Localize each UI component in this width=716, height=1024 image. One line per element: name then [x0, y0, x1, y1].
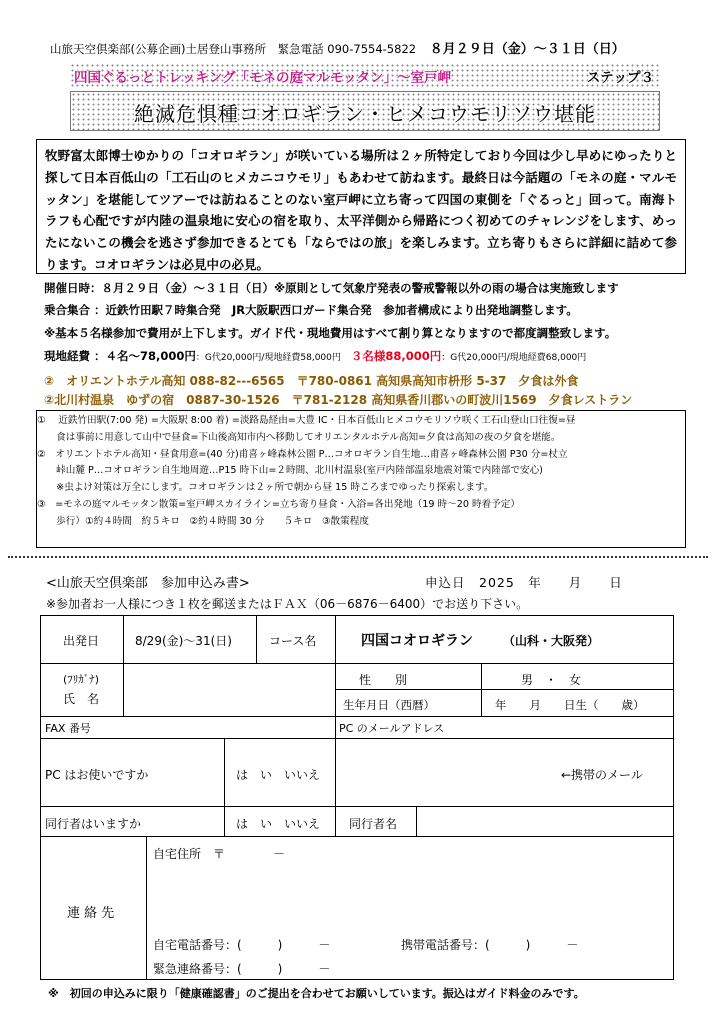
intro-text: 牧野富太郎博士ゆかりの「コオロギラン」が咲いている場所は２ヶ所特定しており今回は少し早めにゆったりと探して日本百低山の「工石山のヒメカニコウモリ」もあわせて訪ねます。最終日は今話題の「モネの庭・マルモッタン」を堪能してツアーでは訪ねることのない室戸岬に立ち寄って四国の東側を「ぐるっと」回って。南海トラフも心配ですが内陸の温泉地に安心の宿を取り、太平洋側から帰路につく初めてのチャレンジをします、めったにないこの機会を逃さず参加できるとても「ならではの旅」を楽しみます。立ち寄りもさらに詳細に詰めて参ります。コオロギランは必見中の必見。 [36, 139, 686, 274]
mobile-phone-field[interactable]: 携帯電話番号：( ) － [401, 938, 579, 952]
itinerary-line: 峠山麓 P…コオロギラン自生地周遊…P15 時下山=２時間、北川村温泉(室戸内陸部温泉地震対策で内陸部で安心) [37, 465, 543, 477]
tour-subtitle: 絶滅危惧種コオロギラン・ヒメコウモリソウ堪能 [134, 102, 596, 126]
pc-question: PC はお使いですか [45, 768, 149, 782]
step-label: ステップ３ [586, 70, 654, 86]
itinerary-line: ※虫よけ対策は万全にします。コオロギランは２ヶ所で朝から昼 15 時ころまでゆったり探索します。 [37, 482, 494, 494]
title-banner [70, 63, 660, 89]
depart-value: 8/29(金)～31(日) [135, 634, 232, 648]
cost-3: ３名様88,000円 [350, 349, 442, 363]
application-date: 申込日 2025 年 月 日 [425, 575, 623, 590]
header-line [50, 38, 625, 57]
depart-label: 出発日 [63, 634, 100, 648]
fax-field[interactable] [101, 720, 331, 736]
basis-note: ※基本５名様参加で費用が上下します。ガイド代・現地費用はすべて割り算となりますので都度調整致します。 [44, 326, 617, 340]
pc-yes-no[interactable]: は い いいえ [236, 768, 321, 782]
itinerary-line: 食は事前に用意して山中で昼食=下山後高知市内へ移動してオリエンタルホテル高知=夕食は高知の夜の夕食を堪能。 [37, 431, 561, 443]
itinerary-line: ③ =モネの庭マルモッタン散策=室戸岬スカイライン=立ち寄り昼食・入浴=各出発地（19 時～20 時着予定） [37, 498, 520, 510]
course-origin: （山科・大阪発） [503, 634, 600, 648]
birth-field[interactable]: 年 月 日生（ 歳） [495, 698, 645, 712]
cost-4-note: ：G代20,000円/現地経費58,000円 [195, 353, 341, 363]
name-field[interactable] [127, 666, 332, 714]
home-phone-field[interactable]: 自宅電話番号：( ) － [153, 938, 331, 952]
cost-line [44, 348, 586, 364]
cost-3-note: ：G代20,000円/現地経費68,000円 [441, 353, 587, 363]
companion-name-label: 同行者名 [349, 817, 398, 831]
companion-yes-no[interactable]: は い いいえ [236, 817, 321, 831]
itinerary-line: 歩行）①約４時間 約５キロ ②約４時間 30 分 ５キロ ③散策程度 [37, 515, 369, 527]
itinerary-line: ② オリエントホテル高知・昼食用意=(40 分)甫喜ヶ峰森林公園 P…コオロギラン自生地…甫喜ヶ峰森林公園 P30 分=杖立 [37, 448, 568, 460]
itinerary-line: ① 近鉄竹田駅(7:00 発) =大阪駅 8:00 着) =淡路島経由=大豊 IC・日本百低山ヒメコウモリソウ咲く工石山登山口往復=昼 [37, 415, 576, 426]
course-label: コース名 [269, 634, 317, 648]
course-value: 四国コオロギラン [361, 633, 473, 649]
meeting-line: 乗合集合 ：近鉄竹田駅７時集合発 JR大阪駅西口ガード集合発 参加者構成により出発地調整します。 [44, 303, 578, 317]
emergency-phone-field[interactable]: 緊急連絡番号：( ) － [153, 962, 331, 976]
cost-4: 現地経費 ：４名～78,000円 [44, 349, 196, 363]
pc-mail-label: PC のメールアドレス [339, 722, 445, 735]
address-field[interactable]: 自宅住所 〒 － [153, 847, 286, 861]
hotel-1: ② オリエントホテル高知 088-82---6565 〒780-0861 高知県高知市枡形 5-37 夕食は外食 [44, 374, 579, 388]
contact-label: 連 絡 先 [67, 906, 115, 921]
application-note: ※参加者お一人様につき１枚を郵送またはＦＡＸ（06－6876－6400）でお送り下さい。 [46, 597, 529, 611]
companion-question: 同行者はいますか [45, 817, 142, 831]
fax-label: FAX 番号 [45, 722, 91, 735]
gender-label: 性 別 [359, 673, 408, 687]
companion-name-field[interactable] [421, 809, 671, 833]
furigana-label: (ﾌﾘｶﾞﾅ) [63, 673, 100, 686]
cut-line-divider [8, 556, 708, 558]
emergency-phone: 緊急電話 090-7554-5822 [277, 42, 417, 56]
application-form [40, 615, 674, 980]
pc-mail-field[interactable] [471, 720, 671, 736]
footer-note: ※ 初回の申込みに限り「健康確認書」のご提出を合わせてお願いしています。振込はガイド料金のみです。 [48, 987, 585, 1000]
tour-title: 四国ぐるっとトレッキング「モネの庭マルモッタン」～室戸岬 [74, 70, 452, 86]
hotel-2: ②北川村温泉 ゆずの宿 0887-30-1526 〒781-2128 高知県香川郡いの町波川1569 夕食レストラン [44, 393, 633, 407]
itinerary-box [36, 410, 686, 548]
birth-label: 生年月日（西暦） [343, 698, 435, 712]
subtitle-banner [70, 91, 660, 131]
mobile-mail-note: ←携帯のメール [561, 768, 643, 782]
application-heading: <山旅天空倶楽部 参加申込み書> [46, 576, 250, 591]
gender-select[interactable]: 男 ・ 女 [521, 673, 582, 687]
organizer: 山旅天空倶楽部(公募企画)土居登山事務所 [50, 42, 266, 56]
name-label: 氏 名 [63, 692, 100, 706]
schedule-line: 開催日時：８月２９日（金）～３１日（日）※原則として気象庁発表の警戒警報以外の雨の場合は実施致します [44, 281, 619, 295]
tour-dates: ８月２９日（金）～３１日（日） [429, 42, 625, 57]
